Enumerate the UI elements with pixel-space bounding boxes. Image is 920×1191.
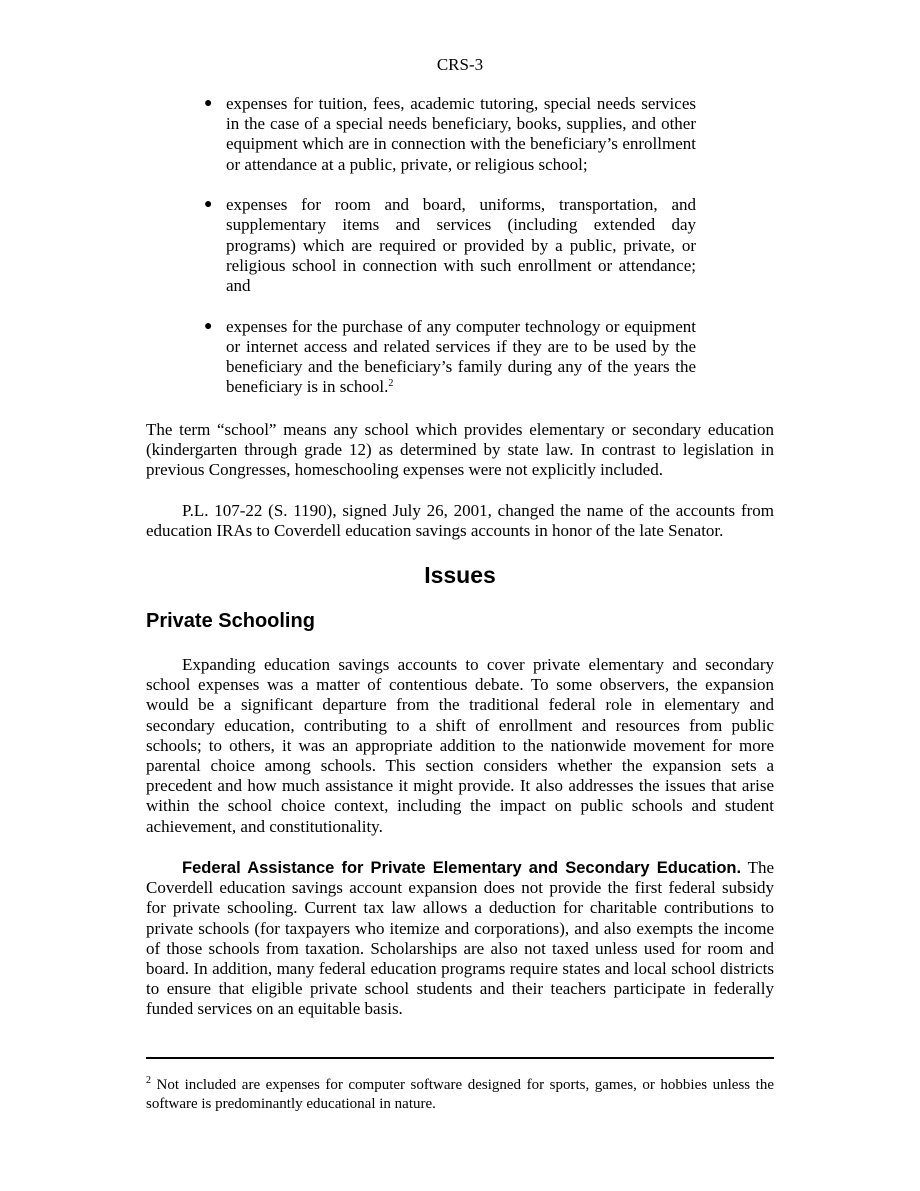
bullet-dot-icon: ● — [204, 318, 213, 334]
footnote — [146, 1076, 774, 1114]
footnote-divider — [146, 1057, 774, 1059]
bullet-text: expenses for room and board, uniforms, transportation, and supplementary items and services (including extended day programs) which are required or provided by a public, private, or religious school in connection with such enrollment or attendance; and — [226, 195, 696, 296]
bullet-dot-icon: ● — [204, 197, 213, 213]
subsection-heading-private-schooling: Private Schooling — [146, 610, 315, 632]
bullet-item-room-board — [202, 195, 696, 296]
private-schooling-paragraph: Expanding education savings accounts to cover private elementary and secondary school expenses was a matter of contentious debate. To some observers, the expansion would be a significant departure from the traditional federal role in elementary and secondary education, contributing to a shift of enrollment and resources from public schools; to others, it was an appropriate addition to the nationwide movement for more parental choice among schools. This section considers whether the expansion sets a precedent and how much assistance it might provide. It also addresses the issues that arise within the school choice context, including the impact on public schools and student achievement, and constitutionality. — [146, 655, 774, 836]
bullet-text: expenses for the purchase of any computer technology or equipment or internet access and related services if they are to be used by the beneficiary and the beneficiary’s family during any of the years the beneficiary is in school. — [226, 316, 696, 397]
bullet-item-computer — [202, 317, 696, 398]
public-law-paragraph: P.L. 107-22 (S. 1190), signed July 26, 2001, changed the name of the accounts from education IRAs to Coverdell education savings accounts in honor of the late Senator. — [146, 501, 774, 541]
bullet-dot-icon: ● — [204, 96, 213, 111]
footnote-reference[interactable]: 2 — [388, 378, 394, 390]
footnote-text: Not included are expenses for computer software designed for sports, games, or hobbies unless the software is predominantly educational in nature. — [146, 1077, 774, 1112]
section-heading-issues: Issues — [424, 562, 496, 588]
footnote-number: 2 — [146, 1075, 151, 1086]
federal-assistance-run-in-heading: Federal Assistance for Private Elementary and Secondary Education. — [182, 859, 742, 877]
school-definition-paragraph: The term “school” means any school which provides elementary or secondary education (kindergarten through grade 12) as determined by state law. In contrast to legislation in previous Congresses, homeschooling expenses were not explicitly included. — [146, 420, 774, 480]
page-number: CRS-3 — [436, 55, 484, 74]
bullet-text: expenses for tuition, fees, academic tutoring, special needs services in the case of a special needs beneficiary, books, supplies, and other equipment which are in connection with the beneficiary’s enrollment or attendance at a public, private, or religious school; — [226, 94, 696, 174]
federal-assistance-paragraph — [146, 858, 774, 1020]
expense-bullet-list — [202, 94, 696, 418]
bullet-item-tuition — [202, 94, 696, 175]
federal-assistance-text: The Coverdell education savings account expansion does not provide the first federal subsidy for private schooling. Current tax law allows a deduction for charitable contributions to private schools (for taxpayers who itemize and corporations), and also exempts the income of those schools from taxation. Scholarships are also not taxed unless used for room and board. In addition, many federal education programs require states and local school districts to ensure that eligible private school students and their teachers participate in federally funded services on an equitable basis. — [146, 858, 774, 1019]
